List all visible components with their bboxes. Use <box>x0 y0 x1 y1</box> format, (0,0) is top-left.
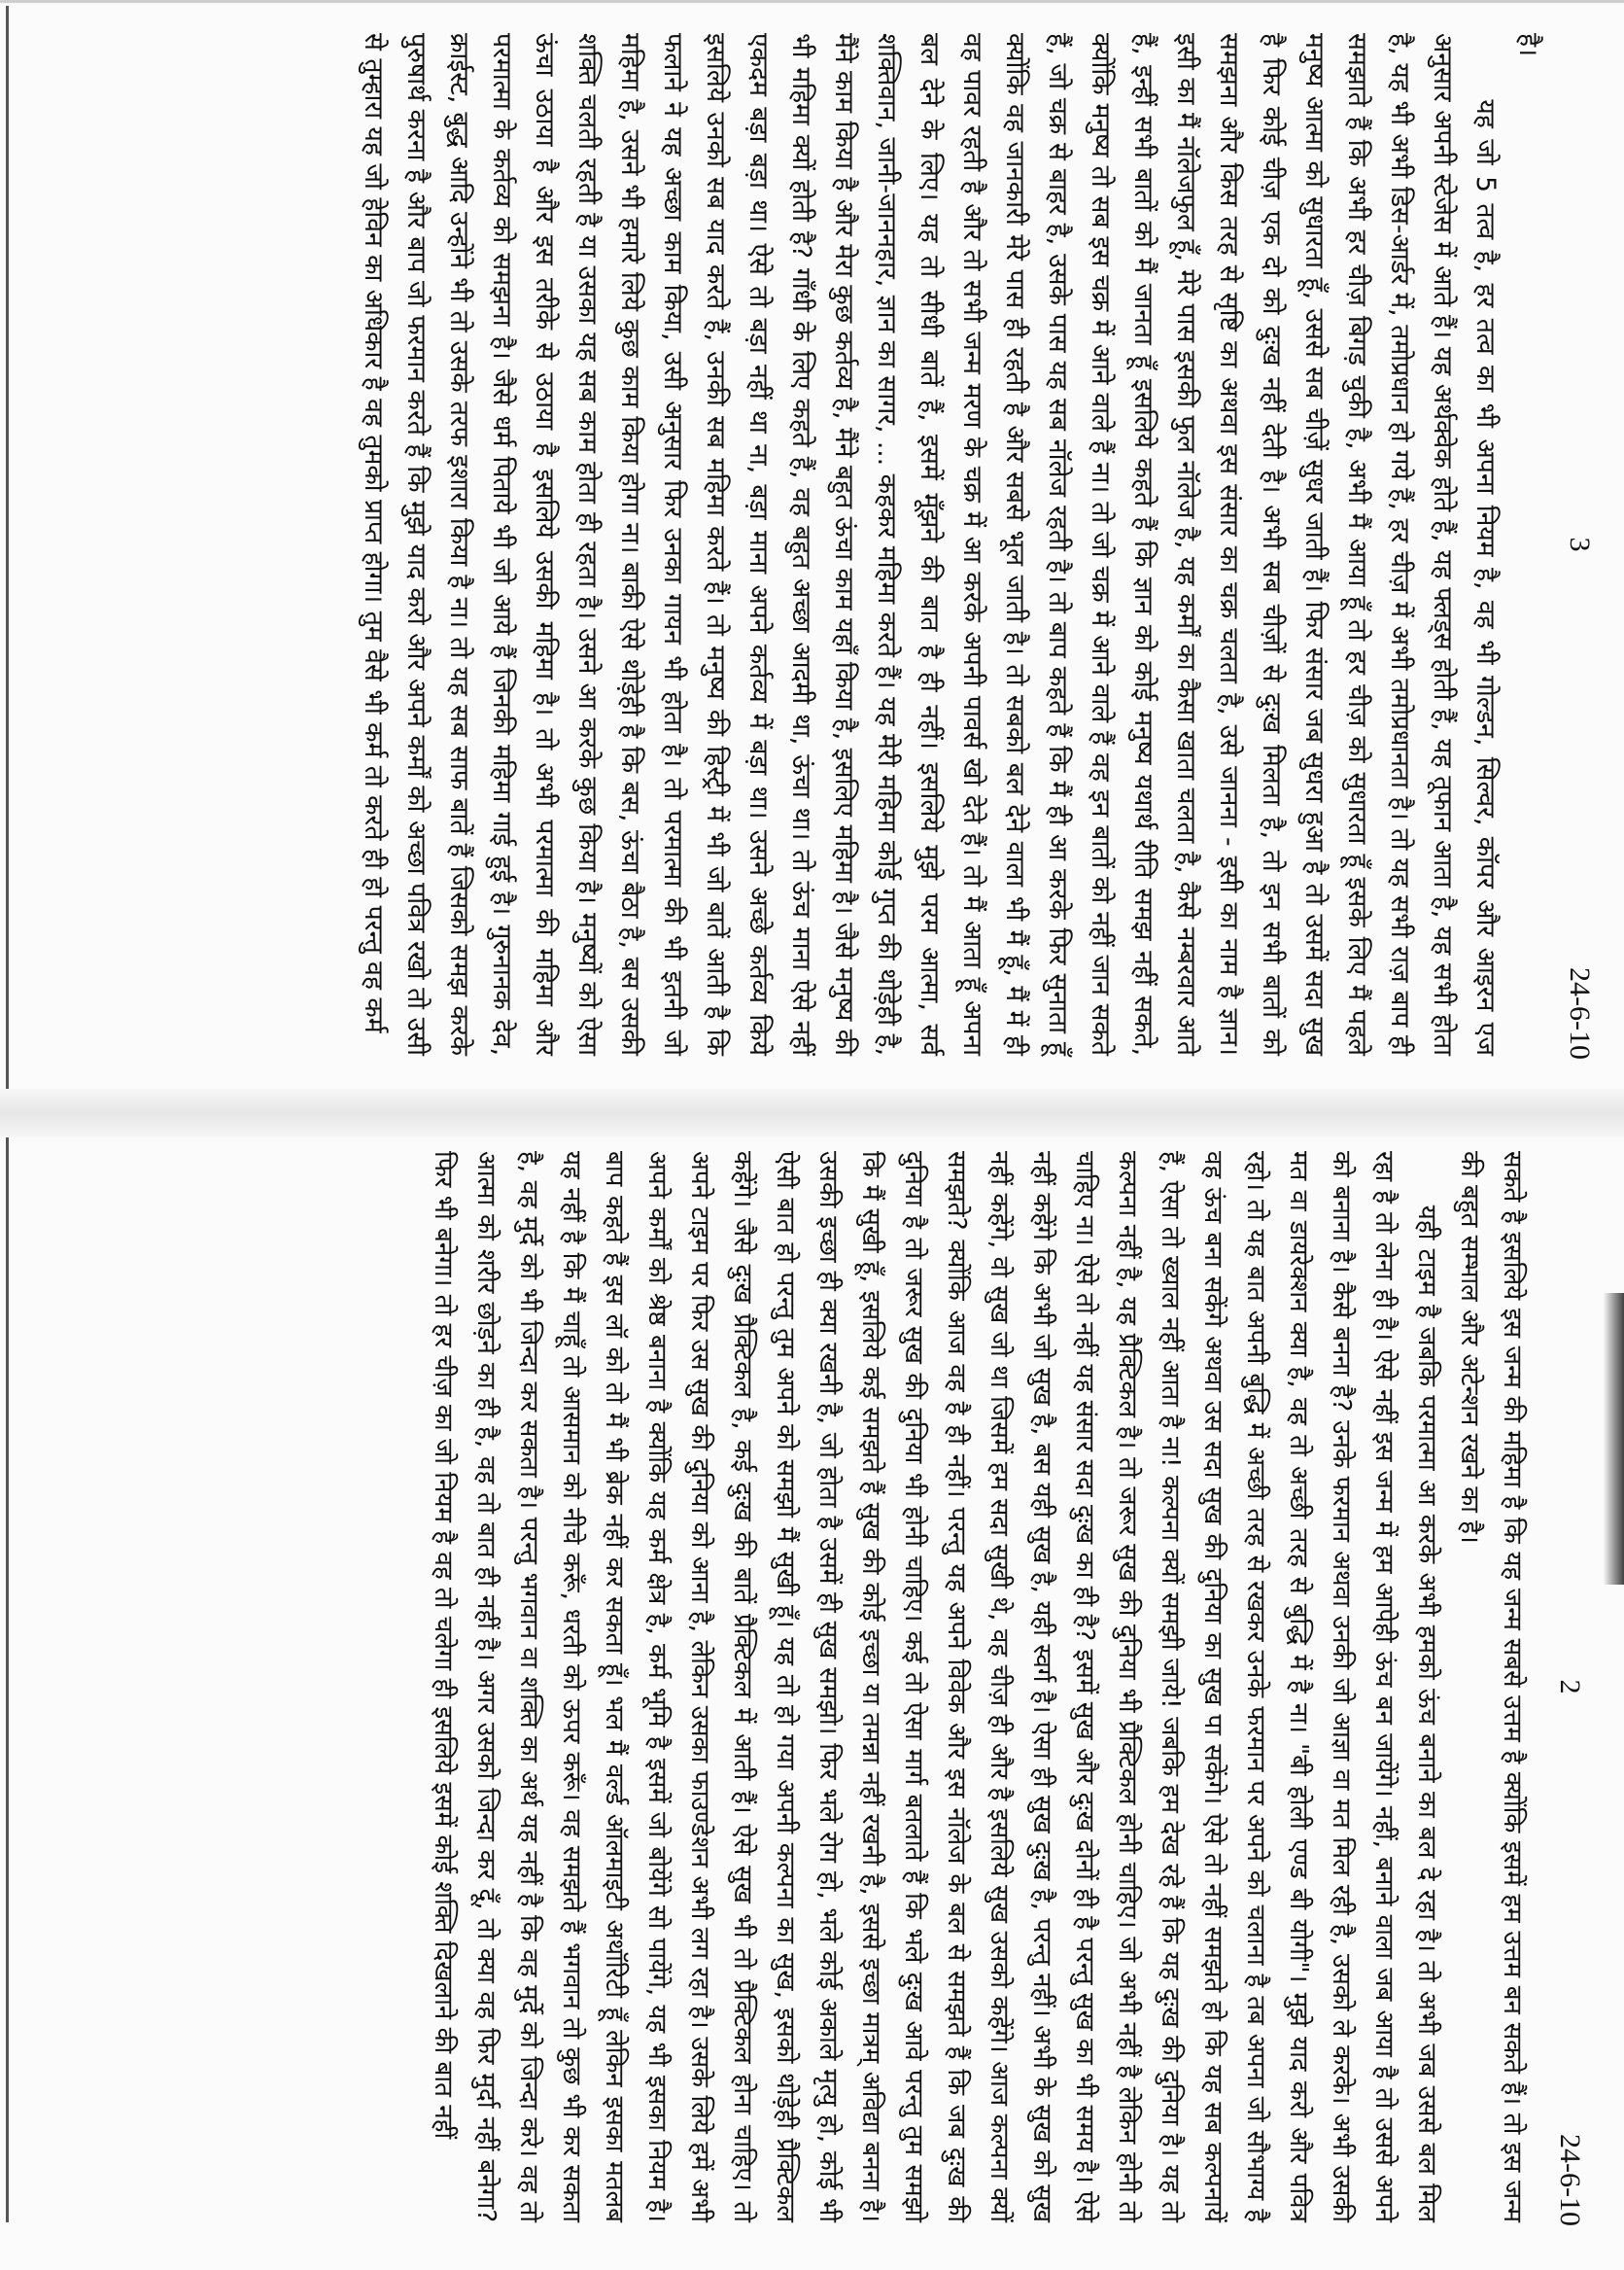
page-2 <box>87 1137 1604 2236</box>
page-date: 24-6-10 <box>1554 2134 1586 2226</box>
page-body-text: सकते है इसलिये इस जन्म की महिमा है कि यह जन्म सबसे उत्तम है क्योंकि इसमें हम उत्तम बन सकते हैं। तो इस जन्म की बहुत सम्भाल और अटेन्शन रखने का है। यही टाइम है जबकि परमात्मा आ करके अभी हमको ऊंच बनाने का बल दे रहा है। तो अभी जब उससे बल मिल रहा है तो लेना ही है। ऐसे नहीं इस जन्म में हम आपेही ऊंच बन जायेंगे। नहीं, बनाने वाला जब आया है तो उससे अपने को बनाना है। कैसे बनना है? उनके फरमान अथवा उनकी जो आज्ञा वा मत मिल रही है, उसको ले करके। अभी उसकी मत वा डायरेक्शन क्या है, वह तो अच्छी तरह से बुद्धि में है ना। "बी होली एण्ड बी योगी"। मुझे याद करो और पवित्र रहो। तो यह बात अपनी बुद्धि में अच्छी तरह से रखकर उनके फरमान पर अपने को चलाना है तब अपना जो सौभाग्य है वह ऊंच बना सकेंगे अथवा उस सदा सुख की दुनिया का सुख पा सकेंगे। ऐसे तो नहीं समझते हो कि यह सब कल्पनायें हैं, ऐसा तो ख्याल नहीं आता है ना! कल्पना क्यों समझी जाये! जबकि हम देख रहे हैं कि यह दुःख की दुनिया है। यह तो कल्पना नहीं है, यह प्रैक्टिकल है। तो जरूर सुख की दुनिया भी प्रैक्टिकल होनी चाहिए। जो अभी नहीं है लेकिन होनी तो चाहिए ना। ऐसे तो नहीं यह संसार सदा दुःख का ही है? इसमें सुख और दुःख दोनों ही है परन्तु सुख का भी समय है। ऐसे नहीं कहेंगे कि अभी जो सुख है, बस यही सुख है, यही स्वर्ग है। ऐसा ही सुख दुःख है, परन्तु नहीं। अभी के सुख को सुख नहीं कहेंगे, वो सुख जो था जिसमें हम सदा सुखी थे, वह चीज़ ही और है इसलिये सुख उसको कहेंगे। आज कल्पना क्यों समझते? क्योंकि आज वह है ही नहीं। परन्तु यह अपने विवेक और इस नॉलेज के बल से समझते हैं कि जब दुःख की दुनिया है तो जरूर सुख की दुनिया भी होनी चाहिए। कई तो ऐसा मार्ग बतलाते हैं कि भले दुःख आवे परन्तु तुम समझो कि मैं सुखी हूँ, इसलिये कई समझते हैं सुख की कोई इच्छा या तमन्ना नहीं रखनी है, इससे इच्छा मात्रम् अविद्या बनना है। उसकी इच्छा ही क्या रखनी है, जो होता है उसमें ही सुख समझो। फिर भले रोग हो, भले कोई अकाले मृत्यु हो, कोई भी ऐसी बात हो परन्तु तुम अपने को समझो मैं सुखी हूँ। यह तो हो गया अपनी कल्पना का सुख, इसको थोड़ेही प्रैक्टिकल कहेंगे। जैसे दुःख प्रैक्टिकल है, कई दुःख की बातें प्रैक्टिकल में आती हैं। ऐसे सुख भी तो प्रैक्टिकल होना चाहिए। तो अपने टाइम पर फिर उस सुख की दुनिया को आना है, लेकिन उसका फाउण्डेशन अभी लग रहा है। उसके लिये हमें अभी अपने कर्मों को श्रेष्ठ बनाना है क्योंकि यह कर्म क्षेत्र है, कर्म भूमि है इसमें जो बोयेंगे सो पायेंगे, यह भी इसका नियम है। बाप कहते हैं इस लॉ को तो मैं भी ब्रेक नहीं कर सकता हूँ। भल मैं वर्ल्ड ऑलमाइटी अथॉरिटी हूँ लेकिन इसका मतलब यह नहीं है कि मैं चाहूँ तो आसमान को नीचे करूँ, धरती को ऊपर करूँ। वह समझते हैं भगवान तो कुछ भी कर सकता है, वह मुर्दे को भी जिन्दा कर सकता है। परन्तु भगवान वा शक्ति का अर्थ यह नहीं है कि वह मुर्दे को जिन्दा करे। वह तो आत्मा को शरीर छोड़ने का ही है, वह तो बात ही नहीं है। अगर उसको जिन्दा कर दूँ, तो क्या वह फिर मुर्दा नहीं बनेगा? फिर भी बनेगा। तो हर चीज़ का जो नियम है वह तो चलेगा ही इसलिये इसमें कोई शक्ति दिखलाने की बात नहीं <box>429 1151 1527 2223</box>
scan-top-edge <box>0 0 1624 3</box>
page-3 <box>97 19 1613 1069</box>
book-gutter <box>0 1089 1624 1137</box>
page-number: 2 <box>1554 1679 1586 1694</box>
page-date: 24-6-10 <box>1564 967 1596 1060</box>
page-number: 3 <box>1564 537 1596 552</box>
binder-shadow <box>1603 1293 1624 1585</box>
page-body-text: है। यह जो 5 तत्व है, हर तत्व का भी अपना नियम है, वह भी गोल्डन, सिल्वर, कॉपर और आइरन एज अनुसार अपनी स्टेजेस में आते हैं। यह अर्थक्वेक होते हैं, यह फ्लड्स होती हैं, यह तूफान आता है, यह सभी होता है, यह भी अभी डिस-आर्डर में, तमोप्रधान हो गये हैं, हर चीज़ में अभी तमोप्रधानता है। तो यह सभी राज़ बाप ही समझाते हैं कि अभी हर चीज़ बिगड़ चुकी है, अभी मैं आया हूँ तो हर चीज़ को सुधारता हूँ इसके लिए मैं पहले मनुष्य आत्मा को सुधारता हूँ, उससे सब चीज़ें सुधर जाती हैं। फिर संसार जब सुधरा हुआ है तो उसमें सदा सुख है फिर कोई चीज़ एक दो को दुःख नहीं देती है। अभी सब चीज़ों से दुःख मिलता है, तो इन सभी बातों को समझना और किस तरह से सृष्टि का अथवा इस संसार का चक्र चलता है, उसे जानना - इसी का नाम है ज्ञान। इसी का मैं नॉलेजफुल हूँ, मेरे पास इसकी फुल नॉलेज है, यह कर्मों का कैसा खाता चलता है, कैसे नम्बरवार आते हैं, इन्हीं सभी बातों को मैं जानता हूँ इसलिये कहते हैं कि ज्ञान को कोई मनुष्य यथार्थ रीति समझ नहीं सकते, क्योंकि मनुष्य तो सब इस चक्र में आने वाले हैं ना। तो जो चक्र में आने वाले हैं वह इन बातों को नहीं जान सकते हैं, जो चक्र से बाहर है, उसके पास यह सब नॉलेज रहती है। तो बाप कहते हैं कि मैं ही आ करके फिर सुनाता हूँ क्योंकि वह जानकारी मेरे पास ही रहती है और सबसे भूल जाती है। तो सबको बल देने वाला भी मैं हूँ, मैं में ही वह पावर रहती है और तो सभी जन्म मरण के चक्र में आ करके अपनी पावर्स खो देते हैं। तो मैं आता हूँ अपना बल देने के लिए। यह तो सीधी बातें हैं, इसमें मूँझने की बात है ही नहीं। इसलिये मुझे परम आत्मा, सर्व शक्तिवान, जानी-जाननहार, ज्ञान का सागर, ... कहकर महिमा करते हैं। यह मेरी महिमा कोई गुप्त की थोड़ेही है, मैंने काम किया है और मेरा कुछ कर्तव्य है, मैंने बहुत ऊंचा काम यहाँ किया है, इसलिए महिमा है। जैसे मनुष्य की भी महिमा क्यों होती है? गाँधी के लिए कहते हैं, वह बहुत अच्छा आदमी था, ऊंचा था। तो ऊंच माना ऐसे नहीं एकदम बड़ा बड़ा था। ऐसे तो बड़ा नहीं था ना, बड़ा माना अपने कर्तव्य में बड़ा था। उसने अच्छे कर्तव्य किये इसलिये उनको सब याद करते हैं, उनकी सब महिमा करते हैं। तो मनुष्य की हिस्ट्री में भी जो बातें आती है कि फलाने ने यह अच्छा काम किया, उसी अनुसार फिर उनका गायन भी होता है। तो परमात्मा की भी इतनी जो महिमा है, उसने भी हमारे लिये कुछ काम किया होगा ना। बाकी ऐसे थोड़ेही है कि बस, ऊंचा बैठा है, बस उसकी शक्ति चलती रहती है या उसका यह सब काम होता ही रहता है। उसने आ करके कुछ किया है। मनुष्यों को ऐसा ऊंचा उठाया है और इस तरीके से उठाया है इसलिये उसकी महिमा है। तो अभी परमात्मा की महिमा और परमात्मा के कर्तव्य को समझना है। जैसे धर्म पिताये भी जो आये हैं जिनकी महिमा गाई हुई है। गुरुनानक देव, क्राईस्ट, बुद्ध आदि उन्होंने भी तो उसके तरफ इशारा किया है ना। तो यह सब साफ बातें हैं जिसको समझ करके पुरुषार्थ करना है और बाप जो फरमान करते हैं कि मुझे याद करो और अपने कर्मों को अच्छा पवित्र रखो तो उसी से तुम्हारा यह जो हेविन का अधिकार है वह तुमको प्राप्त होगा। तुम वैसे भी कर्म तो करते ही हो परन्तु वह कर्म <box>359 33 1543 1056</box>
